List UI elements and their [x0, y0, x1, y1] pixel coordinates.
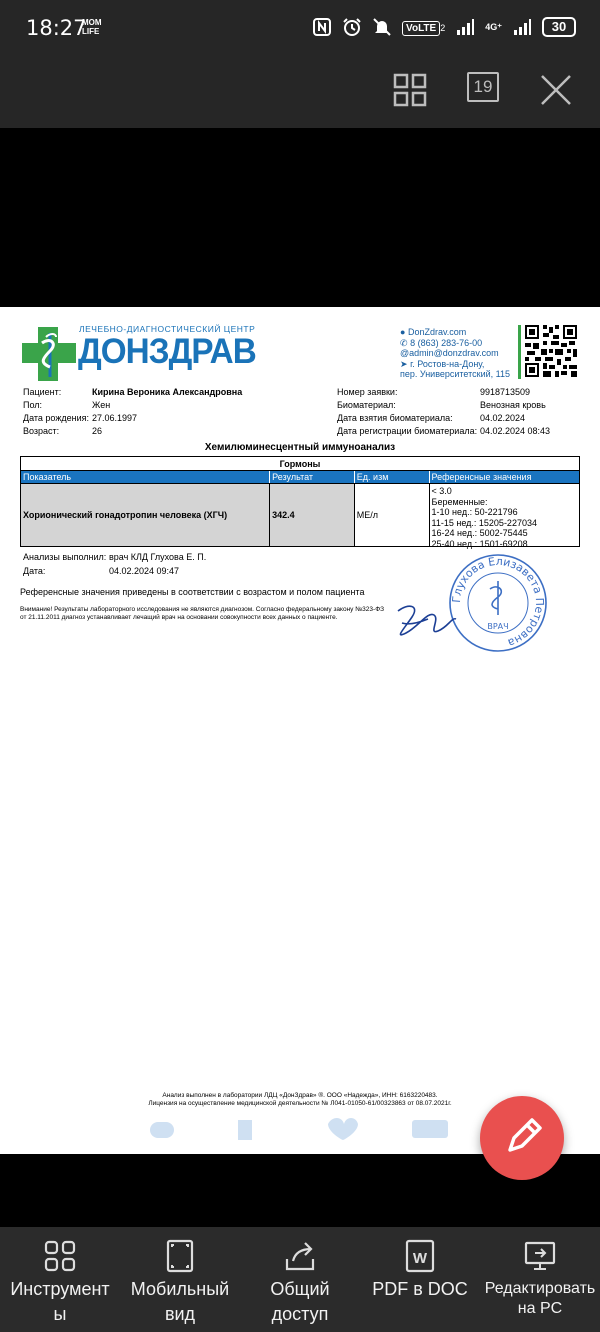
- volte-indicator: [402, 18, 445, 36]
- logo-title: ДОНЗДРАВ: [78, 332, 256, 371]
- contact-address1: г. Ростов-на-Дону,: [410, 358, 485, 369]
- page-count-button[interactable]: 19: [467, 72, 499, 102]
- date-value: 04.02.2024 09:47: [109, 566, 180, 576]
- order-label: Номер заявки:: [337, 387, 398, 397]
- medical-cross-logo-icon: [20, 325, 78, 383]
- material-value: Венозная кровь: [480, 400, 546, 410]
- contact-site[interactable]: DonZdrav.com: [407, 327, 467, 337]
- signal-icon-2: [512, 17, 532, 37]
- header-unit: Ед. изм: [355, 471, 430, 483]
- share-icon: [283, 1239, 317, 1273]
- stamp-bottom-text: ВРАЧ: [487, 622, 509, 631]
- logo-subtitle: ЛЕЧЕБНО-ДИАГНОСТИЧЕСКИЙ ЦЕНТР: [79, 324, 256, 334]
- dob-value: 27.06.1997: [92, 413, 138, 423]
- results-table: [20, 456, 580, 547]
- performed-label: Анализы выполнил:: [23, 552, 107, 562]
- dob-label: Дата рождения:: [23, 413, 89, 423]
- patient-name: Кирина Вероника Александровна: [92, 387, 243, 397]
- contact-phone[interactable]: 8 (863) 283-76-00: [410, 337, 483, 348]
- status-time: 18:27: [26, 16, 87, 40]
- web-icon: ●: [400, 327, 406, 337]
- status-icons: [312, 17, 576, 37]
- volte-badge: VoLTE: [402, 21, 440, 36]
- share-button[interactable]: [240, 1239, 360, 1327]
- status-tag-line1: MOM: [82, 18, 102, 27]
- header-indicator: Показатель: [21, 471, 270, 483]
- section-title: Хемилюминесцентный иммуноанализ: [204, 442, 396, 453]
- signature-icon: [388, 593, 468, 643]
- tools-label: Инструмент ы: [10, 1279, 110, 1324]
- monitor-icon: [523, 1239, 557, 1273]
- row-reference-values: [430, 484, 579, 549]
- word-doc-icon: [403, 1239, 437, 1273]
- sex-value: Жен: [92, 400, 111, 410]
- contact-email[interactable]: admin@donzdrav.com: [409, 348, 499, 358]
- ref-line: < 3.0: [431, 486, 452, 496]
- age-label: Возраст:: [23, 426, 60, 436]
- location-icon: ➤: [400, 358, 408, 369]
- row-result: 342.4: [270, 484, 355, 546]
- material-label: Биоматериал:: [337, 400, 396, 410]
- taken-label: Дата взятия биоматериала:: [337, 413, 453, 423]
- age-value: 26: [92, 426, 103, 436]
- divider-bar: [518, 325, 521, 379]
- disclaimer-line1: Внимание! Результаты лабораторного исследования не являются диагнозом. Согласно федеральному закону №323-ФЗ: [20, 606, 385, 613]
- date-label: Дата:: [23, 566, 46, 576]
- network-type: 4G⁺: [485, 21, 502, 32]
- tools-icon: [43, 1239, 77, 1273]
- row-indicator: Хорионический гонадотропин человека (ХГЧ): [21, 484, 270, 546]
- viewer-toolbar: [0, 56, 600, 128]
- ref-line: Беременные:: [431, 496, 488, 507]
- registered-label: Дата регистрации биоматериала:: [337, 426, 478, 436]
- header-reference: Референсные значения: [431, 472, 532, 482]
- pdf-to-doc-button[interactable]: [360, 1239, 480, 1302]
- close-icon[interactable]: [536, 70, 576, 110]
- ref-line: 1-10 нед.: 50-221796: [431, 507, 518, 517]
- share-label: Общий доступ: [270, 1279, 330, 1324]
- sex-label: Пол:: [23, 400, 43, 410]
- table-header: [21, 471, 579, 484]
- mobile-view-button[interactable]: [120, 1239, 240, 1327]
- order-value: 9918713509: [480, 387, 531, 397]
- status-bar: [0, 0, 600, 56]
- ref-line: 16-24 нед.: 5002-75445: [431, 528, 528, 538]
- contacts-block: [400, 327, 510, 380]
- table-row: [21, 484, 579, 549]
- patient-label: Пациент:: [23, 387, 62, 397]
- phone-icon: ✆: [400, 337, 408, 348]
- pdf-to-doc-label: PDF в DOC: [372, 1279, 468, 1299]
- edit-on-pc-button[interactable]: [480, 1239, 600, 1319]
- email-icon: @: [400, 348, 410, 358]
- tools-button[interactable]: [0, 1239, 120, 1327]
- mobile-view-icon: [163, 1239, 197, 1273]
- performed-value: врач КЛД Глухова Е. П.: [109, 552, 207, 562]
- registered-value: 04.02.2024 08:43: [480, 426, 551, 436]
- footer-line1: Анализ выполнен в лаборатории ЛДЦ «ДонЗдрав» ®. ООО «Надежда», ИНН: 6163220483.: [162, 1092, 438, 1099]
- disclaimer-line2: от 21.11.2011 диагноз устанавливает лечащий врач на основании совокупности всех данных о пациенте.: [20, 614, 338, 621]
- qr-code-icon: [525, 325, 577, 377]
- edit-on-pc-label: Редактировать на PC: [484, 1280, 596, 1317]
- mute-icon: [372, 17, 392, 37]
- status-app-tag: [82, 18, 102, 36]
- status-tag-line2: LIFE: [82, 27, 100, 36]
- signal-icon: [455, 17, 475, 37]
- table-group-title: Гормоны: [21, 457, 579, 471]
- document-page: [0, 307, 600, 1154]
- sim-number: 2: [440, 23, 446, 33]
- nfc-icon: [312, 17, 332, 37]
- pencil-icon: [480, 1096, 564, 1180]
- svg-text:W: W: [412, 1250, 428, 1267]
- grid-view-icon[interactable]: [390, 70, 430, 110]
- edit-fab-button[interactable]: [480, 1096, 564, 1180]
- bottom-toolbar: [0, 1227, 600, 1332]
- row-unit: МЕ/л: [355, 484, 430, 546]
- reference-note: Референсные значения приведены в соответствии с возрастом и полом пациента: [20, 587, 365, 597]
- alarm-icon: [342, 17, 362, 37]
- stamp-arc-text: Глухова Елизавета Петровна: [449, 554, 547, 650]
- footer-line2: Лицензия на осуществление медицинской деятельности № Л041-01050-61/00323863 от 08.07.2021г.: [148, 1100, 452, 1107]
- battery-indicator: 30: [542, 17, 576, 37]
- ref-line: 25-40 нед.: 1501-69208: [431, 538, 528, 549]
- taken-value: 04.02.2024: [480, 413, 526, 423]
- mobile-view-label: Мобильный вид: [130, 1279, 230, 1324]
- header-result: Результат: [270, 471, 355, 483]
- ref-line: 11-15 нед.: 15205-227034: [431, 517, 537, 528]
- contact-address2: пер. Университетский, 115: [400, 369, 511, 379]
